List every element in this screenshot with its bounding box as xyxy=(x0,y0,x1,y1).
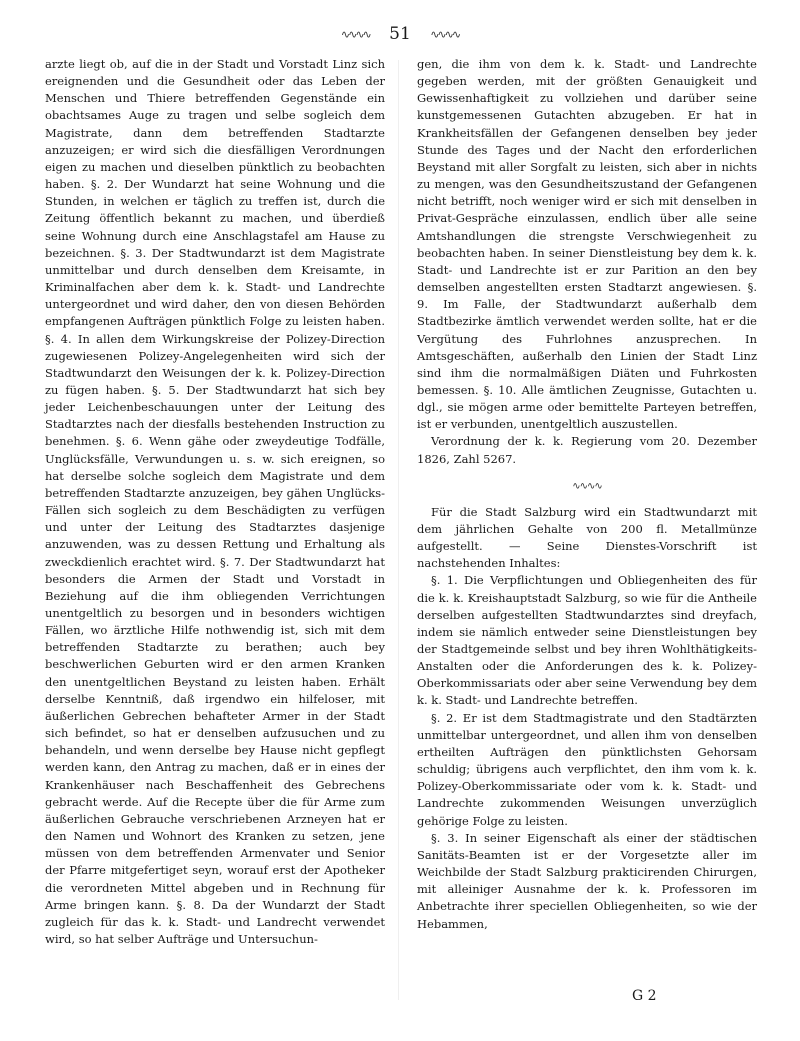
ornament-right: ∿∿∿∿ xyxy=(430,28,460,41)
right-paragraph-5: §. 2. Er ist dem Stadtmagistrate und den Stadtärzten unmittelbar untergeordnet, und allen ihm von denselben ertheilten Aufträgen den pünktlichsten Gehorsam schuldig; übrigens auch verpflichtet, den ihm vom k. k. Polizey-Oberkommissariate oder vom k. k. Stadt- und Landrechte zukommenden Weisungen unverzüglich gehörige Folge zu leisten. xyxy=(417,710,757,828)
column-gutter xyxy=(398,60,399,1000)
right-paragraph-1: gen, die ihm von dem k. k. Stadt- und Landrechte gegeben werden, mit der größten Genauigkeit und Gewissenhaftigkeit zu vollziehen und darüber seine kunstgemessenen Gutachten abzugeben. Er hat in Krankheitsfällen der Gefangenen denselben bey jeder Stunde des Tages und der Nacht den erforderlichen Beystand mit aller Sorgfalt zu leisten, sich aber in nichts zu mengen, was den Gesundheitszustand der Gefangenen nicht betrifft, noch weniger wird er sich mit denselben in Privat-Gespräche einzulassen, endlich über alle seine Amtshandlungen die strengste Verschwiegenheit zu beobachten haben. In seiner Dienstleistung bey dem k. k. Stadt- und Landrechte ist er zur Parition an den bey demselben angestellten ersten Stadtarzt angewiesen. §. 9. Im Falle, der Stadtwundarzt außerhalb dem Stadtbezirke ämtlich verwendet werden sollte, hat er die Vergütung des Fuhrlohnes anzusprechen. In Amtsgeschäften, außerhalb den Linien der Stadt Linz sind ihm die normalmäßigen Diäten und Fuhrkosten bemessen. §. 10. Alle ämtlichen Zeugnisse, Gutachten u. dgl., sie mögen arme oder bemittelte Parteyen betreffen, ist er verbunden, unentgeltlich auszustellen. xyxy=(417,57,757,432)
left-column xyxy=(45,56,385,948)
right-column xyxy=(417,56,757,933)
page-header xyxy=(0,24,800,44)
ornament-left: ∿∿∿∿ xyxy=(340,28,370,41)
page-number: 51 xyxy=(389,24,411,44)
printer-signature: G 2 xyxy=(632,988,657,1004)
regulation-citation: Verordnung der k. k. Regierung vom 20. Dezember 1826, Zahl 5267. xyxy=(417,434,757,466)
right-paragraph-3: Für die Stadt Salzburg wird ein Stadtwundarzt mit dem jährlichen Gehalte von 200 fl. Metallmünze aufgestellt. — Seine Dienstes-Vorschrift ist nachstehenden Inhaltes: xyxy=(417,504,757,571)
right-paragraph-6: §. 3. In seiner Eigenschaft als einer der städtischen Sanitäts-Beamten ist er der Vorgesetzte aller im Weichbilde der Stadt Salzburg prakticirenden Chirurgen, mit alleiniger Ausnahme der k. k. Professoren im Anbetrachte ihrer speciellen Obliegenheiten, so wie der Hebammen, xyxy=(417,830,757,931)
left-column-text: arzte liegt ob, auf die in der Stadt und Vorstadt Linz sich ereignenden und die Gesundheit oder das Leben der Menschen und Thiere betreffenden Gegenstände ein obachtsames Auge zu tragen und selbe sogleich dem Magistrate, dann dem betreffenden Stadtarzte anzuzeigen; er wird sich die diesfälligen Verordnungen eigen zu machen und dieselben pünktlich zu beobachten haben. §. 2. Der Wundarzt hat seine Wohnung und die Stunden, in welchen er täglich zu treffen ist, durch die Zeitung öffentlich bekannt zu machen, und überdieß seine Wohnung durch eine Anschlagstafel am Hause zu bezeichnen. §. 3. Der Stadtwundarzt ist dem Magistrate unmittelbar und durch denselben dem Kreisamte, in Kriminalfachen aber dem k. k. Stadt- und Landrechte untergeordnet und wird daher, den von diesen Behörden empfangenen Aufträgen pünktlich Folge zu leisten haben. §. 4. In allen dem Wirkungskreise der Polizey-Direction zugewiesenen Polizey-Angelegenheiten wird sich der Stadtwundarzt den Weisungen der k. k. Polizey-Direction zu fügen haben. §. 5. Der Stadtwundarzt hat sich bey jeder Leichenbeschauungen unter der Leitung des Stadtarztes nach der diesfalls bestehenden Instruction zu benehmen. §. 6. Wenn gähe oder zweydeutige Todfälle, Unglücksfälle, Verwundungen u. s. w. sich ereignen, so hat derselbe solche sogleich dem Magistrate und dem betreffenden Stadtarzte anzuzeigen, bey gähen Unglücks-Fällen sich sogleich zu dem Beschädigten zu verfügen und unter der Leitung des Stadtarztes dasjenige anzuwenden, was zu dessen Rettung und Erhaltung als zweckdienlich erachtet wird. §. 7. Der Stadtwundarzt hat besonders die Armen der Stadt und Vorstadt in Beziehung auf die ihm obliegenden Verrichtungen unentgeltlich zu besorgen und in besonders wichtigen Fällen, wo ärztliche Hilfe nothwendig ist, sich mit dem betreffenden Stadtarzte zu berathen; auch bey beschwerlichen Geburten wird er den armen Kranken den unentgeltlichen Beystand zu leisten haben. Erhält derselbe Kenntniß, daß irgendwo ein hilfeloser, mit äußerlichen Gebrechen behafteter Armer in der Stadt sich befindet, so hat er denselben aufzusuchen und zu behandeln, und wenn derselbe bey Hause nicht gepflegt werden kann, den Antrag zu machen, daß er in eines der Krankenhäuser nach Beschaffenheit des Gebrechens gebracht werde. Auf die Recepte über die für Arme zum äußerlichen Gebrauche verschriebenen Arzneyen hat er den Namen und Wohnort des Kranken zu setzen, jene müssen von dem betreffenden Armenvater und Senior der Pfarre mitgefertiget seyn, worauf erst der Apotheker die verordneten Mittel abgeben und in Rechnung für Arme bringen kann. §. 8. Da der Wundarzt der Stadt zugleich für das k. k. Stadt- und Landrecht verwendet wird, so hat selber Aufträge und Untersuchun- xyxy=(45,57,385,946)
right-paragraph-4: §. 1. Die Verpflichtungen und Obliegenheiten des für die k. k. Kreishauptstadt Salzburg, so wie für die Antheile derselben aufgestellten Stadtwundarztes sind dreyfach, indem sie nämlich entweder seine Dienstleistungen bey der Stadtgemeinde selbst und bey ihren Wohlthätigkeits-Anstalten oder die Anforderungen des k. k. Polizey-Oberkommissariats oder aber seine Verwendung bey dem k. k. Stadt- und Landrechte betreffen. xyxy=(417,573,757,708)
section-divider: ∿∿∿∿ xyxy=(572,480,602,492)
